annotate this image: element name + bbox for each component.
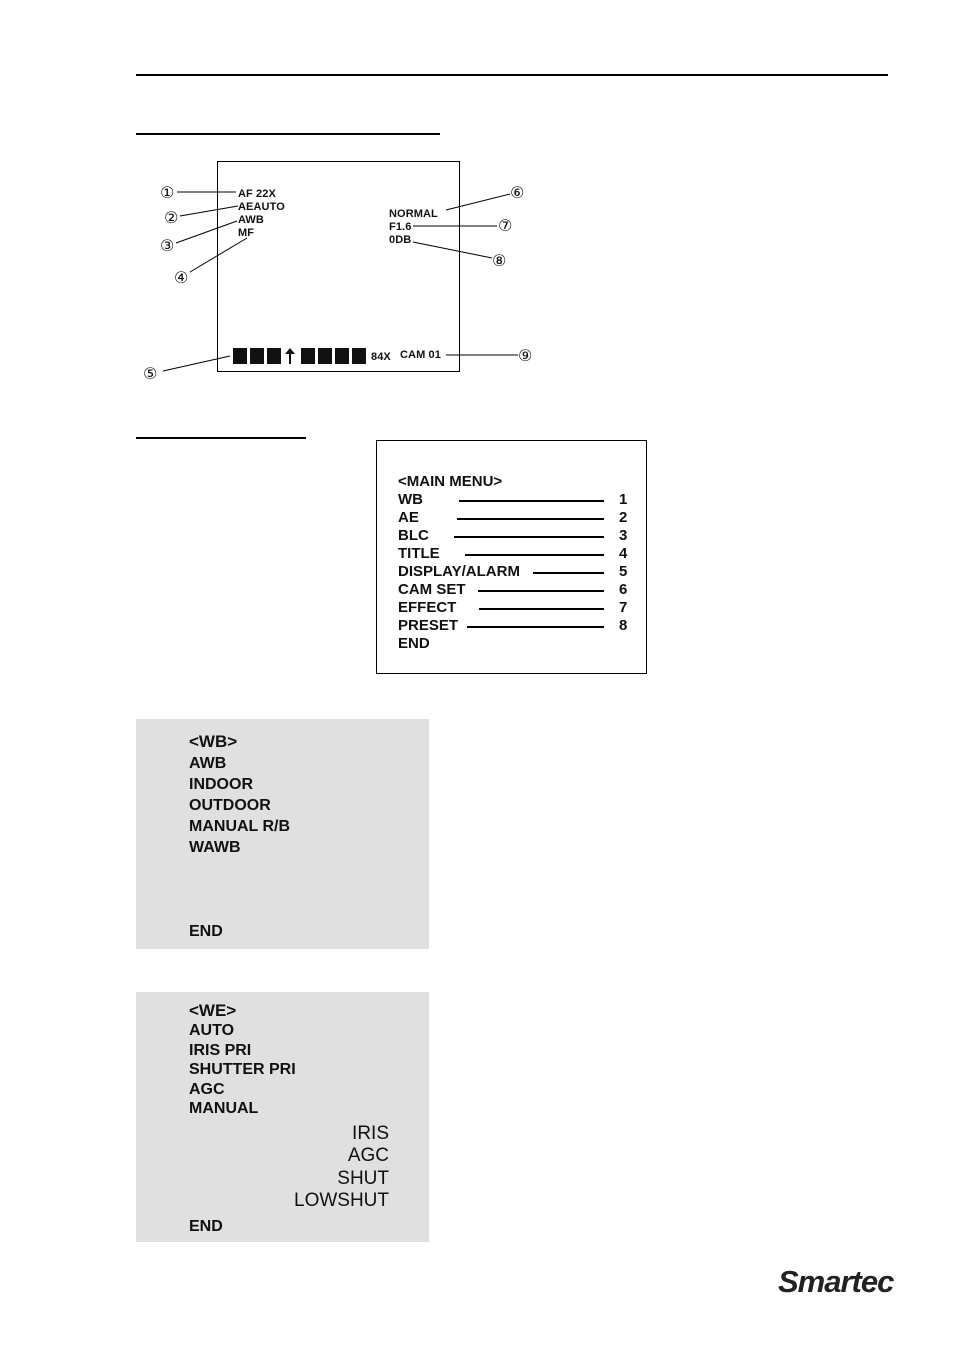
we-menu-panel — [136, 992, 429, 1242]
wb-menu-item[interactable]: OUTDOOR — [189, 797, 271, 814]
osd-focus: MF — [238, 227, 255, 239]
callout-3: ③ — [160, 236, 175, 255]
osd-zoom: 84X — [371, 351, 391, 363]
callout-4: ④ — [174, 268, 189, 287]
osd-iris: F1.6 — [389, 221, 412, 233]
osd-mode: NORMAL — [389, 208, 438, 220]
leader-line — [457, 518, 604, 520]
callout-5: ⑤ — [143, 364, 158, 383]
callout-7: ⑦ — [498, 216, 513, 235]
osd-af: AF 22X — [238, 188, 276, 200]
main-menu-item[interactable]: WB — [398, 491, 423, 508]
main-menu-item[interactable]: DISPLAY/ALARM — [398, 563, 520, 580]
we-menu-item[interactable]: AUTO — [189, 1022, 235, 1039]
we-menu-title: <WE> — [189, 1001, 237, 1020]
main-menu-num: 8 — [619, 617, 628, 634]
we-menu-item[interactable]: IRIS PRI — [189, 1042, 252, 1059]
main-menu-box — [376, 440, 647, 674]
callout-8: ⑧ — [492, 251, 507, 270]
osd-gain: 0DB — [389, 234, 412, 246]
callout-6: ⑥ — [510, 183, 525, 202]
main-menu-title: <MAIN MENU> — [398, 473, 503, 490]
leader-line — [533, 572, 604, 574]
main-menu-num: 2 — [619, 509, 628, 526]
section-underline-menu — [136, 437, 306, 439]
leader-line — [467, 626, 604, 628]
we-menu-item[interactable]: AGC — [189, 1081, 225, 1098]
osd-ae: AEAUTO — [238, 201, 285, 213]
we-sub-item[interactable]: SHUT — [337, 1168, 389, 1189]
we-menu-end[interactable]: END — [189, 1218, 223, 1235]
main-menu-num: 6 — [619, 581, 628, 598]
osd-wb: AWB — [238, 214, 264, 226]
main-menu-end[interactable]: END — [398, 635, 430, 652]
osd-screen — [217, 161, 460, 372]
leader-line — [478, 590, 604, 592]
main-menu-item[interactable]: CAM SET — [398, 581, 466, 598]
main-menu-num: 5 — [619, 563, 628, 580]
wb-menu-end[interactable]: END — [189, 923, 223, 940]
leader-line — [479, 608, 604, 610]
we-menu-item[interactable]: SHUTTER PRI — [189, 1061, 296, 1078]
callout-1: ① — [160, 183, 175, 202]
main-menu-item[interactable]: AE — [398, 509, 419, 526]
we-sub-item[interactable]: AGC — [347, 1145, 389, 1166]
zoom-arrow-icon — [284, 348, 296, 364]
main-menu-num: 4 — [619, 545, 628, 562]
osd-callout-lines — [0, 0, 954, 420]
main-menu-item[interactable]: EFFECT — [398, 599, 457, 616]
we-menu-item[interactable]: MANUAL — [189, 1100, 259, 1117]
osd-camera: CAM 01 — [400, 349, 441, 361]
leader-line — [465, 554, 604, 556]
wb-menu-title: <WB> — [189, 732, 238, 751]
wb-menu-item[interactable]: AWB — [189, 755, 227, 772]
wb-menu-item[interactable]: WAWB — [189, 839, 241, 856]
main-menu-item[interactable]: BLC — [398, 527, 429, 544]
main-menu-num: 3 — [619, 527, 628, 544]
callout-2: ② — [164, 208, 179, 227]
we-sub-item[interactable]: LOWSHUT — [294, 1190, 389, 1211]
wb-menu-panel — [136, 719, 429, 949]
leader-line — [454, 536, 604, 538]
leader-line — [459, 500, 604, 502]
main-menu-num: 7 — [619, 599, 628, 616]
wb-menu-item[interactable]: INDOOR — [189, 776, 253, 793]
brand-logo: Smartec — [778, 1264, 894, 1299]
callout-9: ⑨ — [518, 346, 533, 365]
main-menu-item[interactable]: PRESET — [398, 617, 459, 634]
we-sub-item[interactable]: IRIS — [352, 1123, 389, 1144]
main-menu-num: 1 — [619, 491, 628, 508]
wb-menu-item[interactable]: MANUAL R/B — [189, 818, 291, 835]
main-menu-item[interactable]: TITLE — [398, 545, 440, 562]
